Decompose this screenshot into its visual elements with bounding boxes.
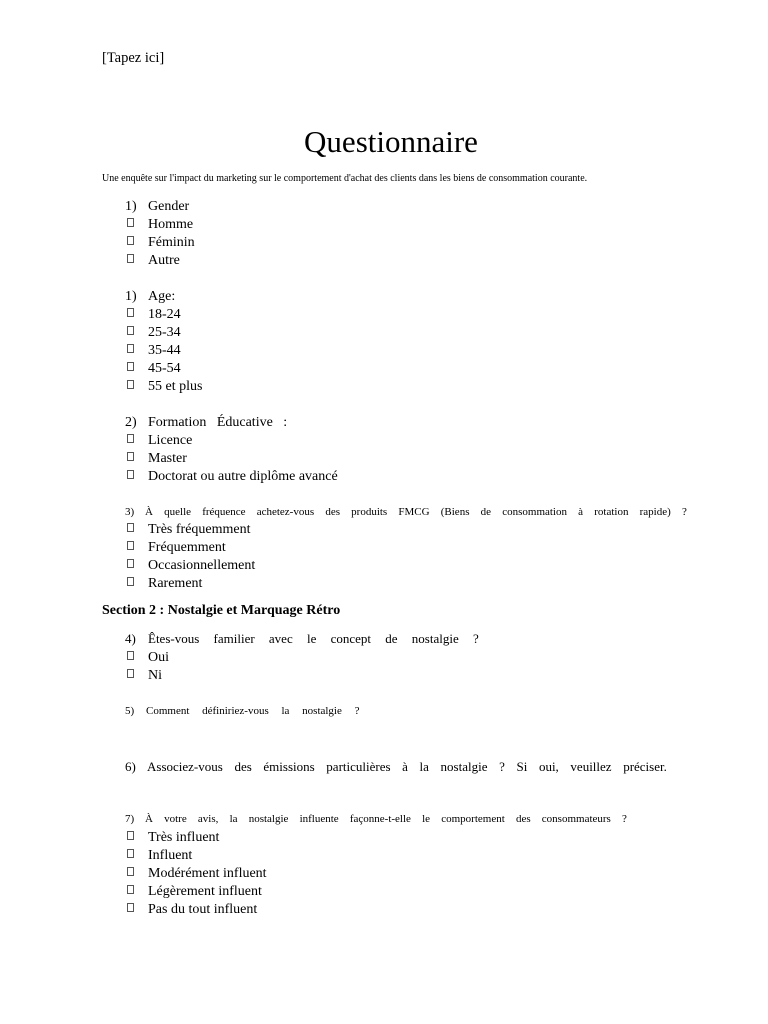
checkbox-icon[interactable] — [127, 218, 134, 227]
checkbox-icon[interactable] — [127, 831, 134, 840]
checkbox-icon[interactable] — [127, 254, 134, 263]
option-education-licence[interactable] — [125, 432, 192, 450]
option-label: 55 et plus — [148, 379, 203, 394]
option-label: 25-34 — [148, 325, 181, 340]
option-label: Fréquemment — [148, 540, 226, 555]
option-influence-pas-du-tout[interactable] — [125, 901, 257, 919]
question-text: À votre avis, la nostalgie influente façonne-t-elle le comportement des consommateurs ? — [145, 813, 627, 825]
option-label: Ni — [148, 668, 162, 683]
option-age-18-24[interactable] — [125, 306, 181, 324]
option-label: 18-24 — [148, 307, 181, 322]
checkbox-icon[interactable] — [127, 669, 134, 678]
question-influence — [125, 811, 627, 827]
checkbox-icon[interactable] — [127, 651, 134, 660]
checkbox-icon[interactable] — [127, 559, 134, 568]
option-label: Homme — [148, 217, 194, 232]
question-familiar — [125, 630, 479, 648]
option-label: Autre — [148, 253, 180, 268]
question-education — [125, 414, 287, 432]
page-title: Questionnaire — [304, 124, 478, 159]
option-age-35-44[interactable] — [125, 342, 181, 360]
option-label: 35-44 — [148, 343, 181, 358]
option-frequency-occasionnellement[interactable] — [125, 557, 255, 575]
option-label: Pas du tout influent — [148, 902, 258, 917]
option-label: Légèrement influent — [148, 884, 262, 899]
checkbox-icon[interactable] — [127, 577, 134, 586]
checkbox-icon[interactable] — [127, 470, 134, 479]
option-influence-legerement[interactable] — [125, 883, 262, 901]
option-label: Doctorat ou autre diplôme avancé — [148, 469, 338, 484]
option-label: Très influent — [148, 830, 220, 845]
option-influence-moderement[interactable] — [125, 865, 267, 883]
option-frequency-frequemment[interactable] — [125, 539, 226, 557]
question-text: Age: — [148, 289, 176, 304]
option-label: Occasionnellement — [148, 558, 256, 573]
question-number: 3) — [125, 506, 135, 518]
option-age-45-54[interactable] — [125, 360, 181, 378]
checkbox-icon[interactable] — [127, 849, 134, 858]
checkbox-icon[interactable] — [127, 434, 134, 443]
question-number: 7) — [125, 813, 135, 825]
question-shows — [125, 758, 667, 776]
option-familiar-oui[interactable] — [125, 649, 169, 667]
question-text: Formation Éducative : — [148, 415, 288, 430]
option-age-25-34[interactable] — [125, 324, 181, 342]
checkbox-icon[interactable] — [127, 523, 134, 532]
checkbox-icon[interactable] — [127, 236, 134, 245]
option-age-55-plus[interactable] — [125, 378, 202, 396]
option-gender-feminin[interactable] — [125, 234, 195, 252]
option-familiar-ni[interactable] — [125, 667, 162, 685]
question-text: Êtes-vous familier avec le concept de nostalgie ? — [148, 631, 479, 646]
option-education-master[interactable] — [125, 450, 187, 468]
option-label: Très fréquemment — [148, 522, 251, 537]
question-number: 2) — [125, 415, 137, 430]
question-number: 1) — [125, 199, 137, 214]
question-text: Gender — [148, 199, 190, 214]
question-number: 5) — [125, 705, 135, 717]
question-age — [125, 288, 175, 306]
checkbox-icon[interactable] — [127, 885, 134, 894]
option-label: Modérément influent — [148, 866, 267, 881]
option-influence-influent[interactable] — [125, 847, 192, 865]
section-heading: Section 2 : Nostalgie et Marquage Rétro — [102, 603, 341, 618]
option-education-doctorat[interactable] — [125, 468, 338, 486]
option-label: 45-54 — [148, 361, 181, 376]
question-number: 1) — [125, 289, 137, 304]
question-define — [125, 702, 360, 720]
checkbox-icon[interactable] — [127, 903, 134, 912]
checkbox-icon[interactable] — [127, 380, 134, 389]
option-frequency-tres-frequemment[interactable] — [125, 521, 251, 539]
option-frequency-rarement[interactable] — [125, 575, 202, 593]
checkbox-icon[interactable] — [127, 362, 134, 371]
question-gender — [125, 198, 189, 216]
checkbox-icon[interactable] — [127, 344, 134, 353]
question-number: 4) — [125, 631, 136, 646]
option-influence-tres-influent[interactable] — [125, 829, 219, 847]
checkbox-icon[interactable] — [127, 867, 134, 876]
checkbox-icon[interactable] — [127, 541, 134, 550]
question-text: Comment définiriez-vous la nostalgie ? — [146, 705, 360, 717]
question-number: 6) — [125, 759, 136, 774]
question-frequency — [125, 504, 687, 520]
checkbox-icon[interactable] — [127, 326, 134, 335]
option-label: Licence — [148, 433, 193, 448]
option-label: Rarement — [148, 576, 203, 591]
checkbox-icon[interactable] — [127, 308, 134, 317]
option-label: Féminin — [148, 235, 195, 250]
header-placeholder: [Tapez ici] — [102, 50, 165, 66]
option-gender-autre[interactable] — [125, 252, 180, 270]
intro-text: Une enquête sur l'impact du marketing sur le comportement d'achat des clients dans les biens de consommation courante. — [102, 173, 588, 184]
option-gender-homme[interactable] — [125, 216, 193, 234]
option-label: Master — [148, 451, 187, 466]
question-text: Associez-vous des émissions particulières à la nostalgie ? Si oui, veuillez préciser. — [147, 759, 667, 774]
checkbox-icon[interactable] — [127, 452, 134, 461]
question-text: À quelle fréquence achetez-vous des produits FMCG (Biens de consommation à rotation rapide) ? — [145, 506, 687, 518]
option-label: Influent — [148, 848, 193, 863]
option-label: Oui — [148, 650, 169, 665]
